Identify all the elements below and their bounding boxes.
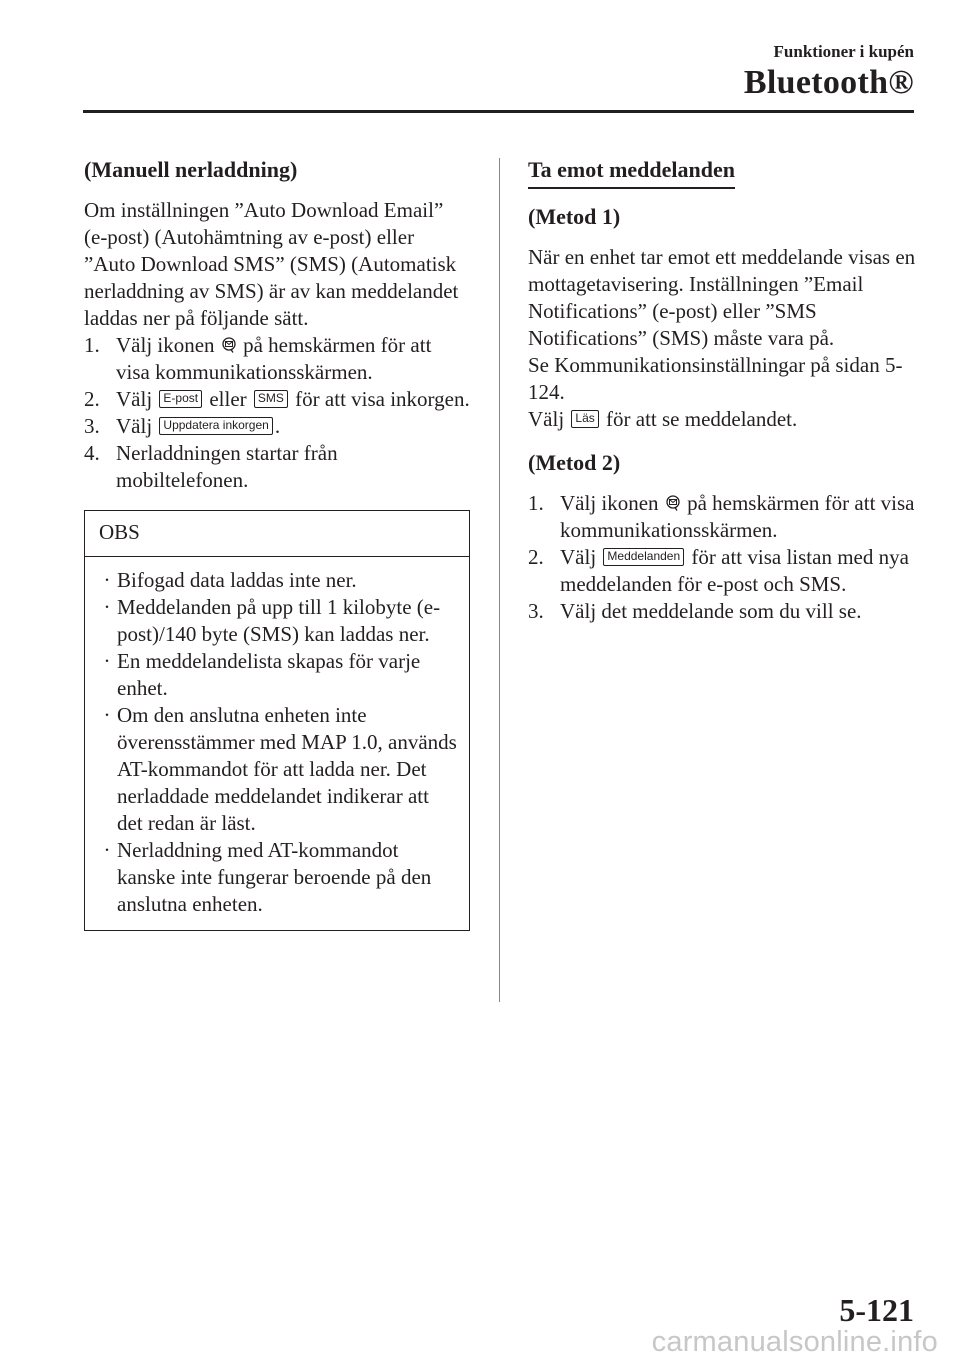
step-pre: Välj ikonen xyxy=(560,491,659,515)
method1-text: När en enhet tar emot ett meddelande visas en mottagetavisering. Inställningen ”Email Notifications” (e-post) eller ”SMS Notifications” (SMS) måste vara på. xyxy=(528,245,916,350)
method2-heading: (Metod 2) xyxy=(528,450,621,475)
step-pre: Välj xyxy=(116,387,153,411)
left-column xyxy=(84,156,470,931)
bullet-dot: · xyxy=(103,838,111,862)
step-mid: eller xyxy=(209,387,247,411)
step-text xyxy=(116,413,470,440)
obs-title: OBS xyxy=(85,511,469,557)
step-text xyxy=(560,544,918,598)
step-text xyxy=(116,386,470,413)
bullet-dot: · xyxy=(103,595,111,619)
method1-heading: (Metod 1) xyxy=(528,204,621,229)
step-number: 2. xyxy=(84,387,100,411)
step-post: på hemskärmen för att visa kommunikationsskärmen. xyxy=(116,333,432,384)
bullet-dot: · xyxy=(103,649,111,673)
column-divider xyxy=(499,158,500,1002)
step-number: 1. xyxy=(84,333,100,357)
header-rule xyxy=(83,110,914,113)
step-number: 4. xyxy=(84,441,100,465)
las-button[interactable]: Läs xyxy=(571,410,598,428)
step-item xyxy=(84,413,470,440)
bullet-dot: · xyxy=(103,703,111,727)
step-text xyxy=(560,490,918,544)
e-post-button[interactable]: E-post xyxy=(159,390,202,408)
step-post: för att visa inkorgen. xyxy=(295,387,470,411)
step-item xyxy=(84,386,470,413)
step-item xyxy=(528,490,918,544)
bullet-text: En meddelandelista skapas för varje enhet. xyxy=(117,649,421,700)
step-number: 1. xyxy=(528,491,544,515)
bullet-dot: · xyxy=(103,568,111,592)
obs-body xyxy=(85,557,469,930)
header-title: Bluetooth® xyxy=(743,64,914,101)
step-pre: Välj ikonen xyxy=(116,333,215,357)
bullet-text: Om den anslutna enheten inte överensstämmer med MAP 1.0, används AT-kommandot för att ladda ner. Det nerladdade meddelandet indikerar att det redan är läst. xyxy=(117,703,457,835)
bullet-text: Bifogad data laddas inte ner. xyxy=(117,568,357,592)
step-pre: Välj xyxy=(116,414,153,438)
method1-see: Se Kommunikationsinställningar på sidan 5-124. xyxy=(528,353,903,404)
message-icon xyxy=(222,337,236,353)
step-item xyxy=(84,440,470,494)
step-number: 3. xyxy=(84,414,100,438)
step-item xyxy=(528,598,918,625)
step-item xyxy=(84,332,470,386)
step-text: Välj det meddelande som du vill se. xyxy=(560,599,862,623)
page-number: 5-121 xyxy=(839,1292,914,1328)
select-pre: Välj xyxy=(528,407,565,431)
bullet-text: Meddelanden på upp till 1 kilobyte (e-post)/140 byte (SMS) kan laddas ner. xyxy=(117,595,441,646)
step-post: på hemskärmen för att visa kommunikationsskärmen. xyxy=(560,491,915,542)
step-text: Nerladdningen startar från mobiltelefonen. xyxy=(116,441,338,492)
method1-select xyxy=(528,406,918,433)
step-number: 3. xyxy=(528,599,544,623)
message-icon xyxy=(666,495,680,511)
step-post: för att visa listan med nya meddelanden för e-post och SMS. xyxy=(560,545,909,596)
left-heading: (Manuell nerladdning) xyxy=(84,157,298,182)
header-section: Funktioner i kupén xyxy=(773,42,914,61)
meddelanden-button[interactable]: Meddelanden xyxy=(603,548,684,566)
step-pre: Välj xyxy=(560,545,597,569)
obs-bullet xyxy=(97,648,457,702)
step-number: 2. xyxy=(528,545,544,569)
section-title: Ta emot meddelanden xyxy=(528,156,735,189)
watermark: carmanualsonline.info xyxy=(651,1326,938,1358)
select-post: för att se meddelandet. xyxy=(606,407,798,431)
intro-paragraph: Om inställningen ”Auto Download Email” (e-post) (Autohämtning av e-post) eller ”Auto Download SMS” (SMS) (Automatisk nerladdning av SMS) är av kan meddelandet laddas ner på följande sätt. xyxy=(84,198,459,330)
obs-bullet xyxy=(97,567,457,594)
sms-button[interactable]: SMS xyxy=(254,390,288,408)
obs-box xyxy=(84,510,470,931)
obs-bullet xyxy=(97,837,457,918)
right-column xyxy=(528,156,918,625)
step-post: . xyxy=(274,414,281,438)
step-item xyxy=(528,544,918,598)
obs-bullet xyxy=(97,594,457,648)
uppdatera-inkorgen-button[interactable]: Uppdatera inkorgen xyxy=(159,417,272,435)
bullet-text: Nerladdning med AT-kommandot kanske inte fungerar beroende på den anslutna enheten. xyxy=(117,838,432,916)
step-text xyxy=(116,332,470,386)
obs-bullet xyxy=(97,702,457,837)
